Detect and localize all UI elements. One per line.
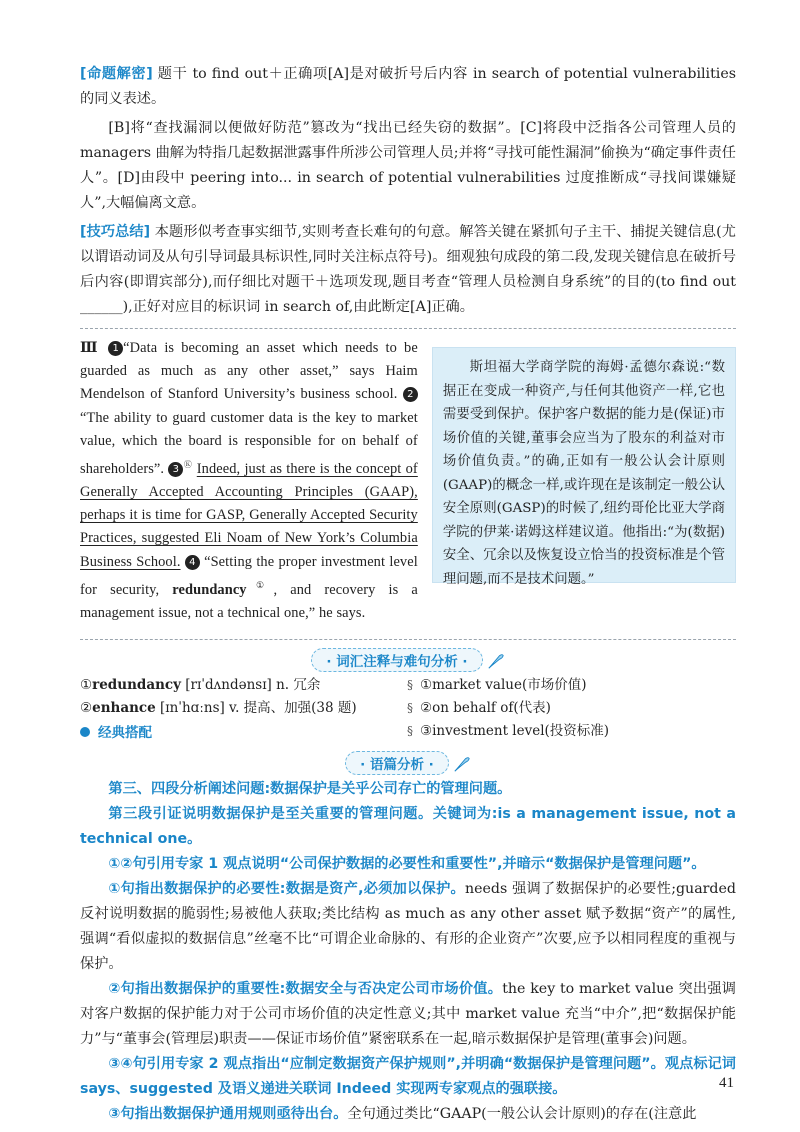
- page-number: 41: [719, 1075, 734, 1091]
- sentence-2: “The ability to guard customer data is the key to market value, which the board is responsible for on behalf of shareholders”.: [80, 409, 418, 477]
- collocation-item: ①market value(市场价值): [420, 677, 587, 694]
- analysis-s1: ①句指出数据保护的必要性:数据是资产,必须加以保护。needs 强调了数据保护的必要性;guarded 反衬说明数据的脆弱性;易被他人获取;类比结构 as much as any other asset 赋予数据“资产”的属性,强调“看似虚拟的数据信息”丝毫不比“可谓企业命脉的、有形的企业资产”次要,应予以相同程度的重视与保护。: [80, 881, 736, 973]
- sentence-number: 3: [168, 462, 183, 477]
- vocab-item: ②enhance [ɪnˈhɑːns] v. 提高、加强(38 题): [80, 700, 357, 717]
- analysis-s2: ②句指出数据保护的重要性:数据安全与否决定公司市场价值。the key to market value 突出强调对客户数据的保护能力对于公司市场价值的决定性意义;其中 market value 充当“中介”,把“数据保护能力”与“董事会(管理层)职责——保证市场价值”紧密联系在一起,暗示数据保护是管理(董事会)问题。: [80, 981, 736, 1048]
- sentence-3: Indeed, just as there is the concept of Generally Accepted Accounting Principles (GAAP), perhaps it is time for GASP, Generally Accepted Security Practices, suggested Eli Noam of New York’s Columbia Business School.: [80, 460, 418, 570]
- analysis-title-label: · 语篇分析 ·: [345, 751, 449, 775]
- english-passage: [80, 337, 418, 625]
- vocab-ref: ①: [246, 579, 274, 590]
- sentence-number: 2: [403, 387, 418, 402]
- vocab-words: [80, 674, 400, 745]
- translation-text: 斯坦福大学商学院的海姆·孟德尔森说:“数据正在变成一种资产,与任何其他资产一样,它也需要受到保护。保护客户数据的能力是(保证)市场价值的关键,董事会应当为了股东的利益对市场价值负责。”的确,正如有一般公认会计原则(GAAP)的概念一样,或许现在是该制定一般公认安全原则(GASP)的时候了,纽约哥伦比亚大学商学院的伊莱·诺姆这样建议道。他指出:“为(数据)安全、冗余以及恢复设立恰当的投资标准是个管理问题,而不是技术问题。”: [442, 360, 725, 587]
- skill-text: 本题形似考查事实细节,实则考查长难句的句意。解答关键在紧抓句子主干、捕捉关键信息(尤以谓语动词及从句引导词最具标识性,同时关注标点符号)。细观独句成段的第二段,发现关键信息在破折号后内容(即谓宾部分),而仔细比对题干＋选项发现,题目考查“管理人员检测自身系统”的目的(to find out ______),正好对应目的标识词 in search of,由此断定[A]正确。: [80, 224, 736, 315]
- tag-skill: [技巧总结]: [80, 224, 151, 240]
- skill-paragraph: [80, 220, 736, 320]
- spiral-divider: § § §: [407, 678, 413, 739]
- sentence-4a: “Setting the proper investment level for security,: [80, 553, 418, 598]
- quill-icon: [453, 755, 471, 773]
- vocab-list: [80, 674, 736, 745]
- sentence-number: 4: [185, 555, 200, 570]
- passage-block: [80, 337, 736, 625]
- chinese-translation-box: [432, 347, 736, 587]
- section-roman: Ⅲ: [80, 340, 102, 356]
- collocation-list: [420, 674, 720, 745]
- analysis-s12: ①②句引用专家 1 观点说明“公司保护数据的必要性和重要性”,并暗示“数据保护是管理问题”。: [108, 856, 706, 873]
- analysis-s3: ③句指出数据保护通用规则亟待出台。全句通过类比“GAAP(一般公认会计原则)的存在(注意此: [108, 1106, 697, 1123]
- solution-paragraph: [80, 62, 736, 112]
- collocation-item: ③investment level(投资标准): [420, 723, 610, 740]
- sentence-number: 1: [108, 341, 123, 356]
- options-analysis: [B]将“查找漏洞以便做好防范”篡改为“找出已经失窃的数据”。[C]将段中泛指各公司管理人员的 managers 曲解为特指几起数据泄露事件所涉公司管理人员;并将“寻找可能性漏洞”偷换为“确定事件责任人”。[D]由段中 peering into... in search of potential vulnerabilities 过度推断成“寻找间谍嫌疑人”,大幅偏离文意。: [80, 120, 736, 211]
- analysis-summary: 第三、四段分析阐述问题:数据保护是关乎公司存亡的管理问题。: [108, 781, 512, 798]
- vocab-word: redundancy: [172, 581, 247, 598]
- quill-icon: [487, 652, 505, 670]
- collocation-item: ②on behalf of(代表): [420, 700, 551, 717]
- vocab-item: ①redundancy [rɪˈdʌndənsɪ] n. 冗余: [80, 677, 321, 694]
- vocab-section-title: [80, 648, 736, 672]
- divider: [80, 328, 736, 329]
- tag-proposition: [命题解密]: [80, 66, 153, 82]
- solution-text: 题干 to find out＋正确项[A]是对破折号后内容 in search of potential vulnerabilities 的同义表述。: [80, 66, 736, 107]
- key-sentence-mark: Ⓚ: [183, 460, 193, 470]
- analysis-section-title: [80, 751, 736, 775]
- collocation-label: 经典搭配: [80, 722, 400, 745]
- sentence-4b: , and recovery is a management issue, not a technical one,” he says.: [80, 581, 418, 621]
- analysis-s34: ③④句引用专家 2 观点指出“应制定数据资产保护规则”,并明确“数据保护是管理问题”。观点标记词 says、suggested 及语义递进关联词 Indeed 实现两专家观点的强联接。: [80, 1056, 736, 1098]
- analysis-para3: 第三段引证说明数据保护是至关重要的管理问题。关键词为:is a management issue, not a technical one。: [80, 806, 736, 848]
- vocab-title-label: · 词汇注释与难句分析 ·: [311, 648, 482, 672]
- divider: [80, 639, 736, 640]
- sentence-1: “Data is becoming an asset which needs to be guarded as much as any other asset,” says Haim Mendelson of Stanford University’s business school.: [80, 340, 418, 403]
